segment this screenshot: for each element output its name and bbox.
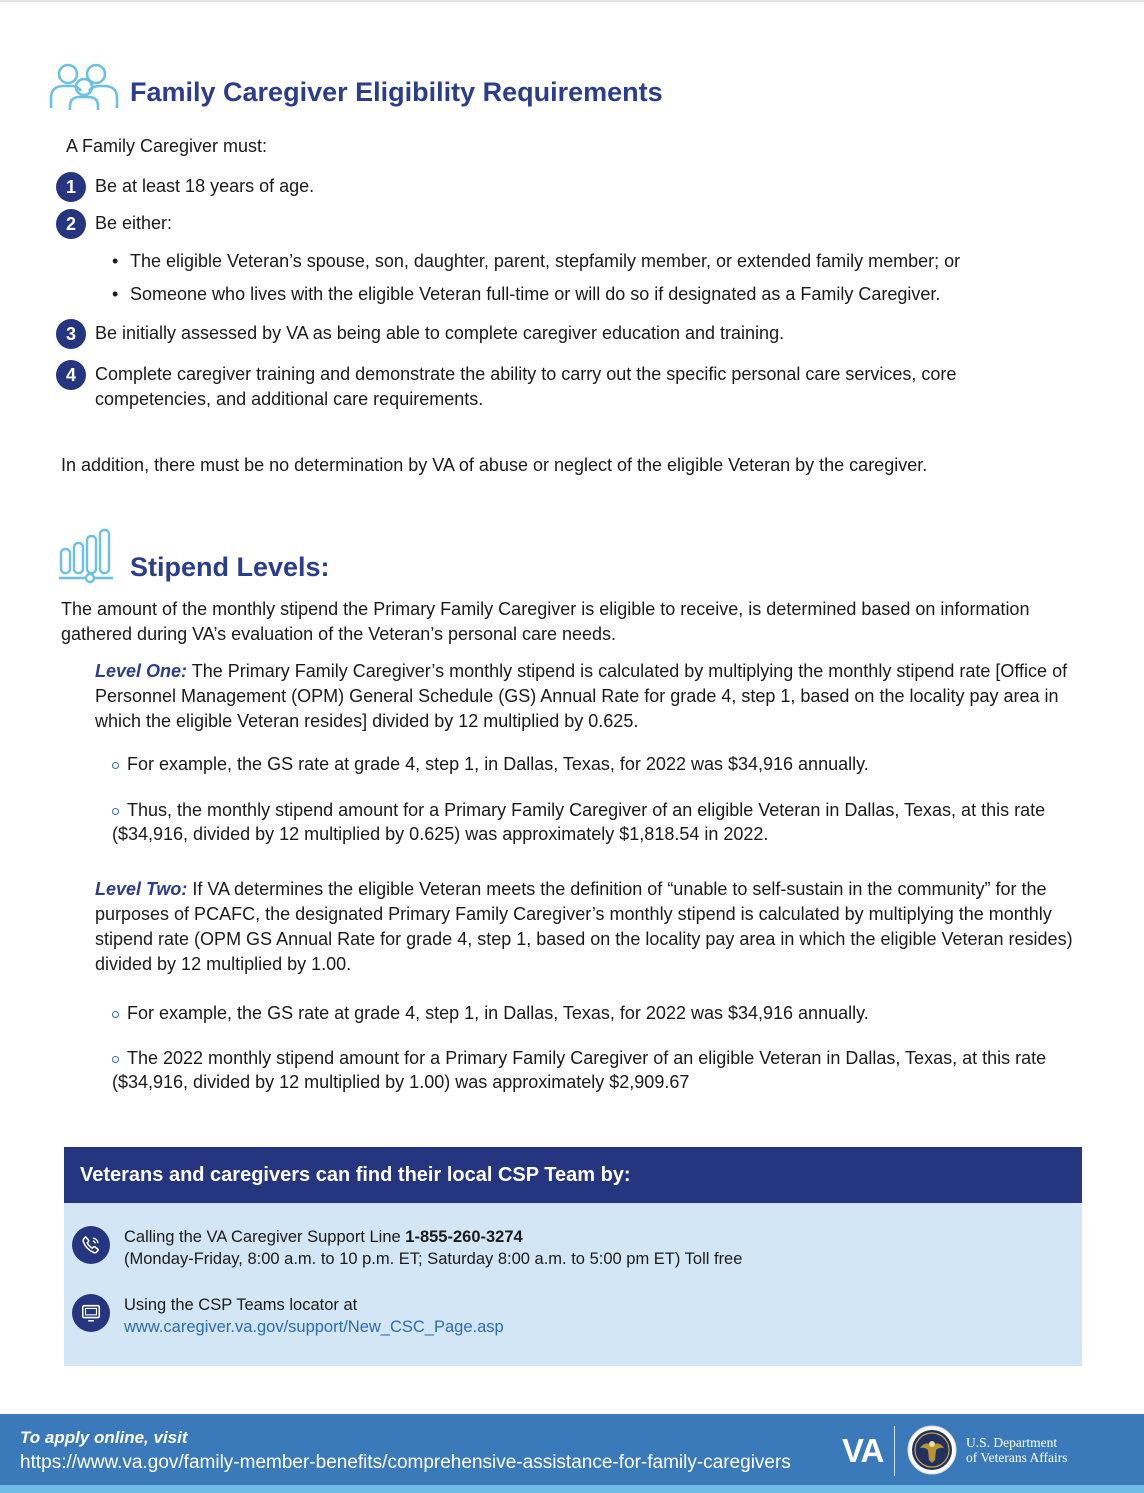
circle-bullet-icon [112, 1011, 119, 1018]
requirement-item [56, 362, 1055, 412]
phone-icon [72, 1226, 110, 1264]
eligibility-header [48, 62, 663, 112]
example-text: Thus, the monthly stipend amount for a Primary Family Caregiver of an eligible Veteran in Dallas, Texas, at this rate ($34,916, divided by 12 multiplied by 0.625) was approximately $1,818.54 in 2022. [112, 800, 1046, 844]
apply-url-link[interactable]: https://www.va.gov/family-member-benefits/comprehensive-assistance-for-family-caregivers [20, 1452, 791, 1473]
locator-label: Using the CSP Teams locator at [124, 1296, 358, 1314]
example-item [112, 798, 1102, 846]
csp-header: Veterans and caregivers can find their local CSP Team by: [64, 1147, 1082, 1203]
eligibility-title: Family Caregiver Eligibility Requirements [130, 77, 663, 107]
computer-icon [72, 1294, 110, 1332]
va-seal-icon [906, 1424, 958, 1476]
example-item [112, 752, 1102, 776]
circle-bullet-icon [112, 808, 119, 815]
example-item [112, 1001, 1102, 1025]
phone-prefix: Calling the VA Caregiver Support Line [124, 1228, 406, 1246]
level-two-paragraph [95, 877, 1085, 977]
family-people-icon [48, 62, 120, 112]
department-name [966, 1435, 1067, 1465]
number-badge: 3 [56, 319, 86, 349]
bullet-text: The eligible Veteran’s spouse, son, daughter, parent, stepfamily member, or extended family member; or [130, 251, 961, 271]
csp-locator-row [72, 1294, 504, 1338]
eligibility-addition: In addition, there must be no determination by VA of abuse or neglect of the eligible Veteran by the caregiver. [61, 455, 928, 475]
csp-phone-row [72, 1226, 742, 1270]
bullet-dot-icon: • [112, 251, 119, 271]
level-two-text: If VA determines the eligible Veteran meets the definition of “unable to self-sustain in the community” for the purposes of PCAFC, the designated Primary Family Caregiver’s monthly stipend is calculated by multiplying the monthly stipend rate (OPM GS Annual Rate for grade 4, step 1, based on the locality pay area in which the eligible Veteran resides) divided by 12 multiplied by 1.00. [95, 879, 1073, 974]
department-line1: U.S. Department [966, 1435, 1058, 1450]
requirement-item [56, 211, 1055, 239]
example-text: For example, the GS rate at grade 4, step 1, in Dallas, Texas, for 2022 was $34,916 annually. [127, 754, 869, 774]
bullet-item [112, 284, 940, 305]
footer-divider [894, 1426, 895, 1476]
bullet-dot-icon: • [112, 284, 119, 304]
level-one-text: The Primary Family Caregiver’s monthly stipend is calculated by multiplying the monthly stipend rate [Office of Personnel Management (OPM) General Schedule (GS) Annual Rate for grade 4, step 1, based on the locality pay area in which the eligible Veteran resides] divided by 12 multiplied by 0.625. [95, 661, 1068, 731]
circle-bullet-icon [112, 762, 119, 769]
eligibility-intro: A Family Caregiver must: [66, 136, 268, 156]
apply-label: To apply online, visit [20, 1428, 188, 1447]
number-badge: 4 [56, 360, 86, 390]
support-hours: (Monday-Friday, 8:00 a.m. to 10 p.m. ET; Saturday 8:00 a.m. to 5:00 pm ET) Toll free [124, 1250, 743, 1268]
footer-strip [0, 1485, 1144, 1493]
phone-number[interactable]: 1-855-260-3274 [405, 1228, 523, 1246]
csp-info-box [64, 1147, 1082, 1366]
top-rule [0, 0, 1144, 2]
stipend-header [58, 527, 330, 585]
number-badge: 1 [56, 172, 86, 202]
bullet-item [112, 251, 960, 272]
requirement-text: Complete caregiver training and demonstrate the ability to carry out the specific personal care services, core competencies, and additional care requirements. [95, 364, 957, 409]
csp-phone-text [124, 1226, 742, 1270]
example-text: For example, the GS rate at grade 4, step 1, in Dallas, Texas, for 2022 was $34,916 annually. [127, 1003, 869, 1023]
locator-link[interactable]: www.caregiver.va.gov/support/New_CSC_Page.asp [124, 1318, 504, 1336]
example-item [112, 1046, 1102, 1094]
stipend-title: Stipend Levels: [130, 552, 330, 582]
requirement-text: Be at least 18 years of age. [95, 176, 315, 196]
csp-locator-text [124, 1294, 504, 1338]
level-two-label: Level Two: [95, 879, 188, 899]
stipend-intro: The amount of the monthly stipend the Primary Family Caregiver is eligible to receive, is determined based on information gathered during VA’s evaluation of the Veteran’s personal care needs. [61, 599, 1030, 644]
footer [0, 1414, 1144, 1493]
requirement-text: Be initially assessed by VA as being able to complete caregiver education and training. [95, 323, 785, 343]
requirement-text: Be either: [95, 213, 173, 233]
department-line2: of Veterans Affairs [966, 1450, 1068, 1465]
example-text: The 2022 monthly stipend amount for a Primary Family Caregiver of an eligible Veteran in Dallas, Texas, at this rate ($34,916, divided by 12 multiplied by 1.00) was approximately $2,909.67 [112, 1048, 1047, 1092]
bullet-text: Someone who lives with the eligible Veteran full-time or will do so if designated as a Family Caregiver. [130, 284, 941, 304]
number-badge: 2 [56, 209, 86, 239]
level-one-paragraph [95, 659, 1095, 734]
bar-chart-icon [58, 527, 116, 585]
level-one-label: Level One: [95, 661, 188, 681]
va-logo: VA [842, 1432, 884, 1469]
requirement-item [56, 321, 1055, 349]
circle-bullet-icon [112, 1056, 119, 1063]
requirement-item [56, 174, 1055, 202]
